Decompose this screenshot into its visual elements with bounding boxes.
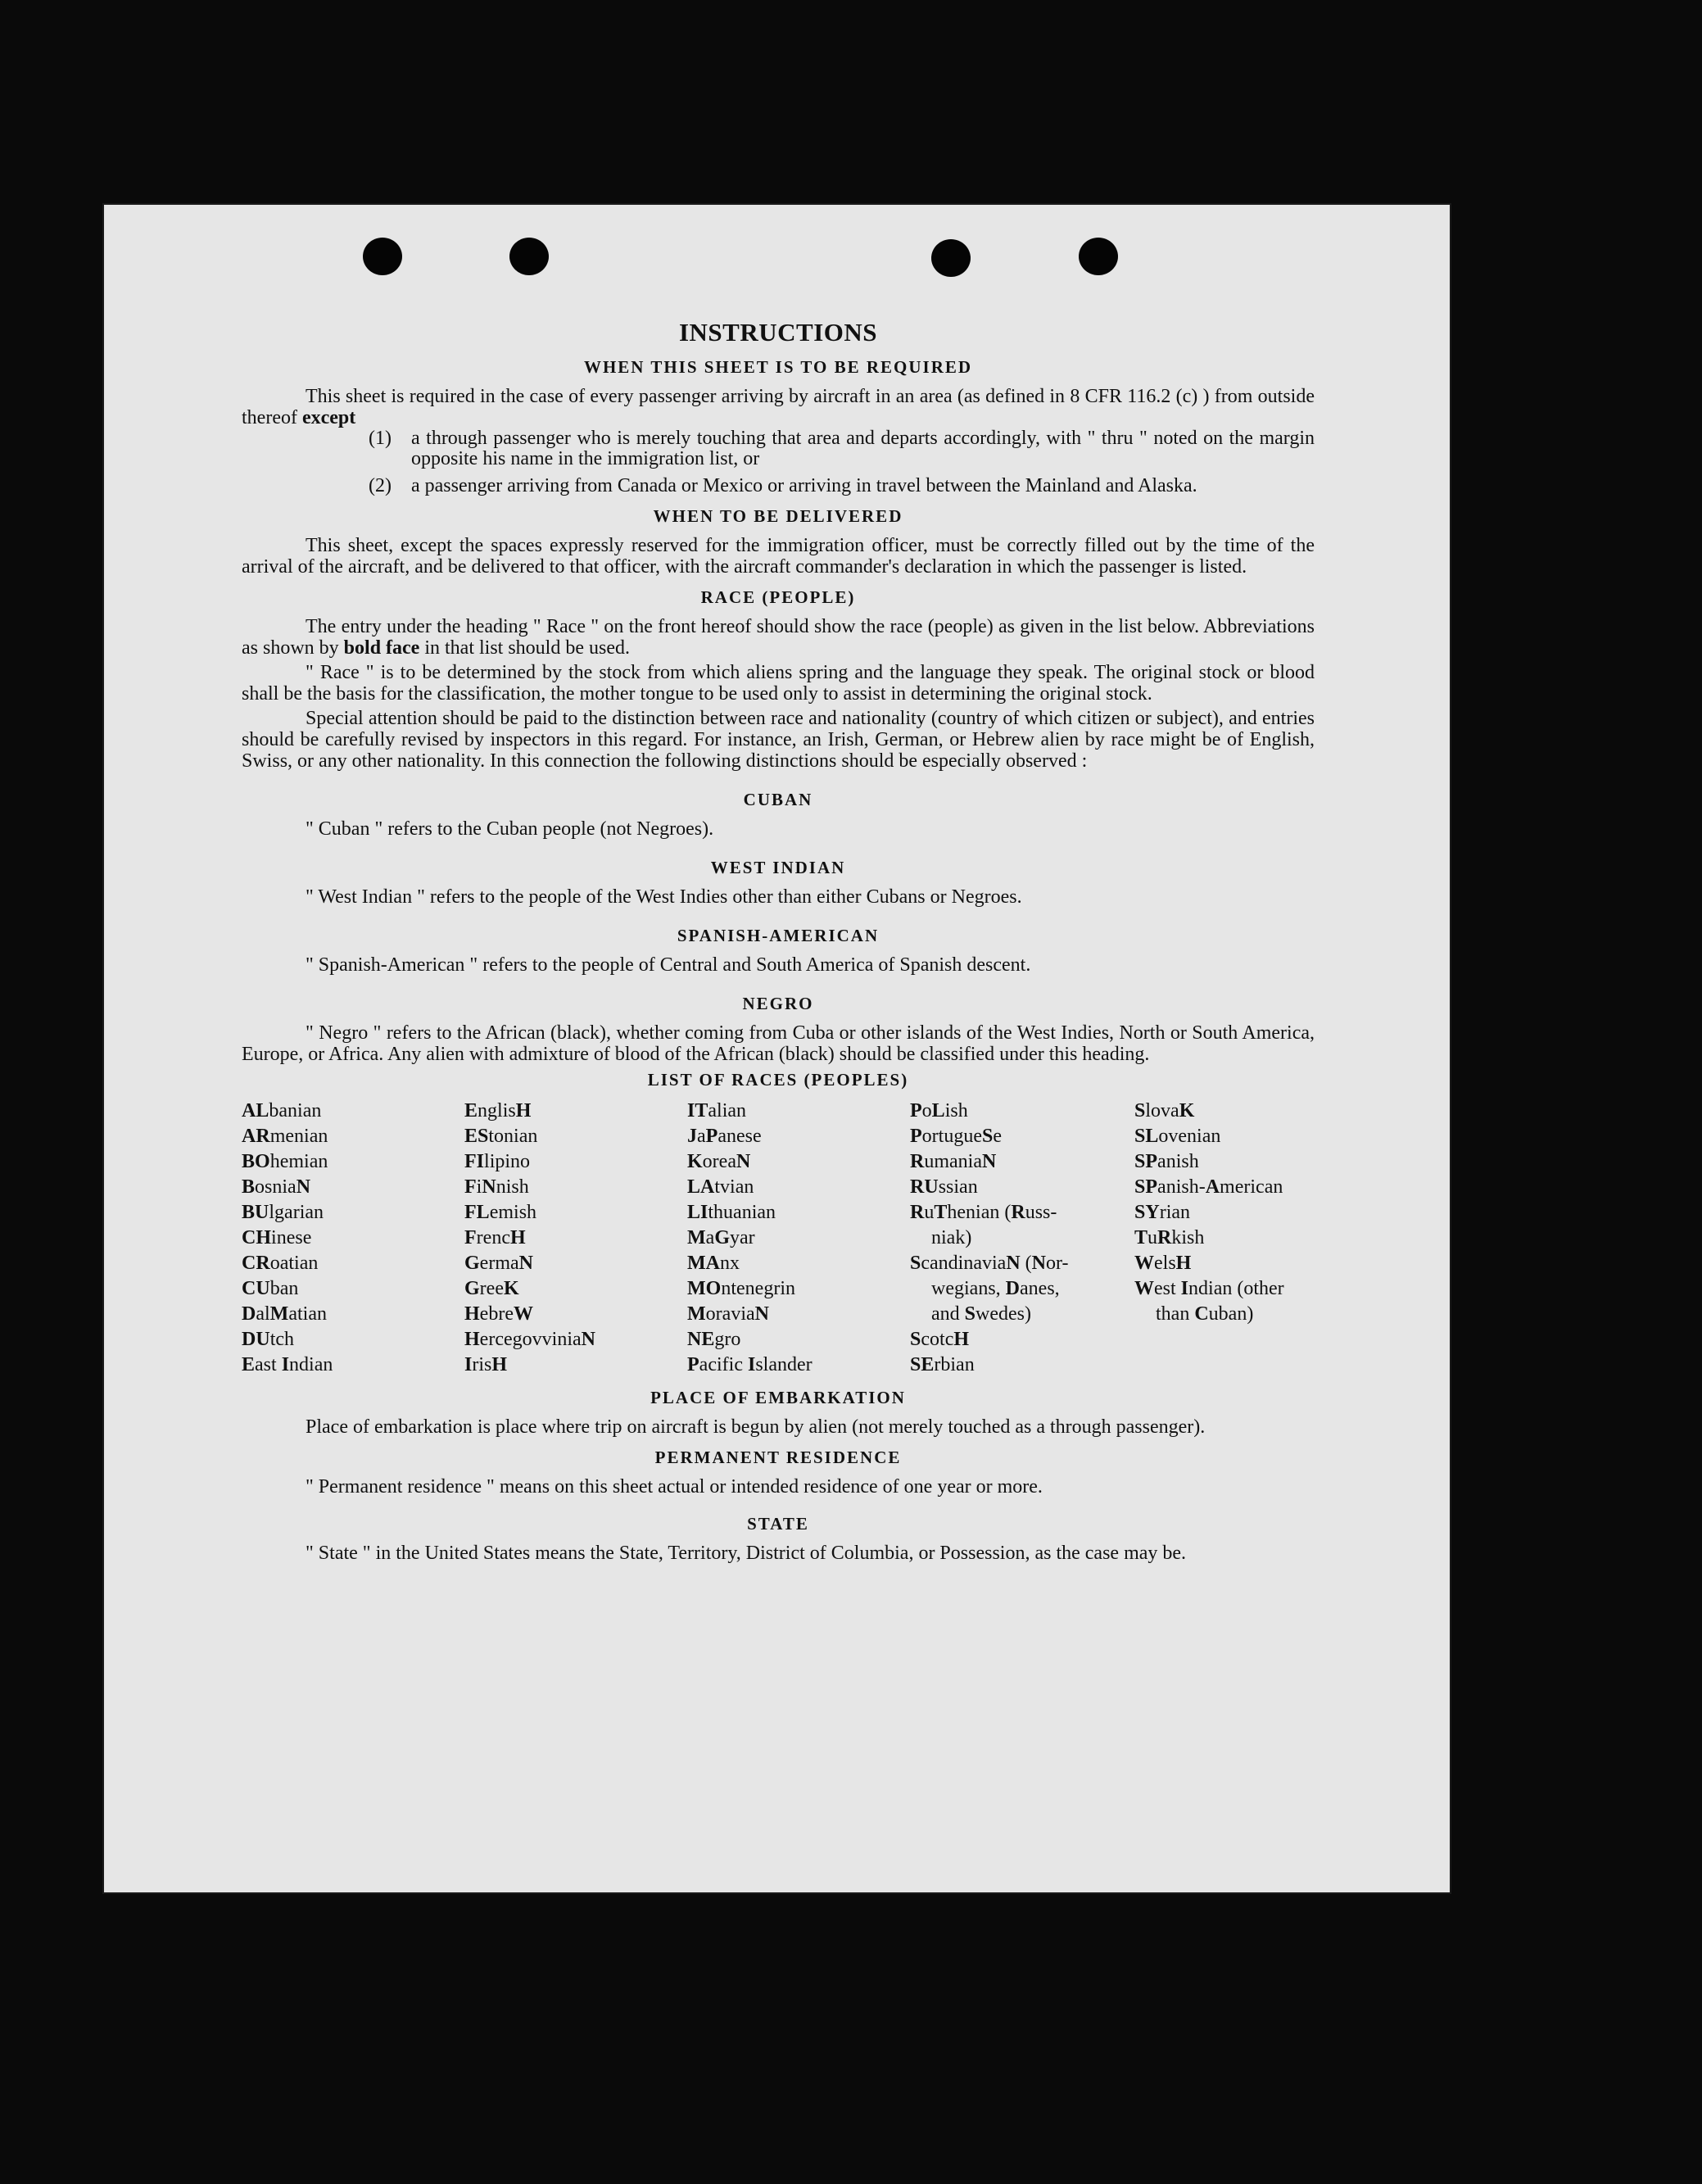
paragraph-text: This sheet is required in the case of every passenger arriving by aircraft in an area (as defined in 8 CFR 116.2 (c) ) from outside thereof <box>242 386 1315 428</box>
punch-hole <box>509 238 549 275</box>
race-entry: PortugueSe <box>910 1126 1003 1147</box>
paragraph: " Cuban " refers to the Cuban people (not Negroes). <box>306 818 714 840</box>
race-entry: MoraviaN <box>687 1303 769 1325</box>
page-title: INSTRUCTIONS <box>678 318 877 347</box>
race-column <box>910 1099 1134 1378</box>
race-entry: LAtvian <box>687 1176 754 1198</box>
document-page <box>102 203 1451 1894</box>
race-entry: EnglisH <box>464 1100 532 1121</box>
race-entry: Pacific Islander <box>687 1354 813 1375</box>
punch-hole <box>1079 238 1118 275</box>
section-heading: STATE <box>747 1514 809 1534</box>
race-entry: TuRkish <box>1134 1227 1205 1248</box>
race-entry: FIlipino <box>464 1151 531 1172</box>
section-heading: SPANISH-AMERICAN <box>677 926 880 945</box>
race-entry: FLemish <box>464 1202 537 1223</box>
list-item <box>242 428 1315 469</box>
race-column <box>1134 1099 1323 1378</box>
paragraph: " Negro " refers to the African (black), whether coming from Cuba or other islands of the West Indies, North or South America, Europe, or Africa. Any alien with admixture of blood of the African (black) should be classified under this heading. <box>242 1022 1315 1065</box>
race-entry: CUban <box>242 1278 299 1299</box>
punch-hole <box>363 238 402 275</box>
race-entry: MAnx <box>687 1253 740 1274</box>
race-entry: MOntenegrin <box>687 1278 795 1299</box>
list-text: a passenger arriving from Canada or Mexico or arriving in travel between the Mainland and Alaska. <box>411 475 1197 496</box>
section-heading: CUBAN <box>743 790 813 809</box>
section-heading: PERMANENT RESIDENCE <box>654 1448 902 1467</box>
emphasis-text: bold face <box>343 637 420 659</box>
paragraph: Special attention should be paid to the distinction between race and nationality (country of which citizen or subject), and entries should be carefully revised by inspectors in this regard. For instance, an Irish, German, or Hebrew alien by race might be of English, Swiss, or any other nationality. In this connection the following distinctions should be especially observed : <box>242 708 1315 772</box>
race-entry: CHinese <box>242 1227 312 1248</box>
section-heading: RACE (PEOPLE) <box>700 587 856 607</box>
race-entry: BosniaN <box>242 1176 311 1198</box>
punch-hole <box>931 239 971 277</box>
race-entry: SlovaK <box>1134 1100 1195 1121</box>
race-entry: SYrian <box>1134 1202 1191 1223</box>
list-text: a through passenger who is merely touching that area and departs accordingly, with " thru " noted on the margin opposite his name in the immigration list, or <box>411 428 1315 469</box>
race-entry: ScotcH <box>910 1329 970 1350</box>
section-heading: PLACE OF EMBARKATION <box>650 1388 906 1407</box>
paragraph: " Spanish-American " refers to the people of Central and South America of Spanish descent. <box>306 954 1031 976</box>
race-entry: NEgro <box>687 1329 741 1350</box>
section-heading: WHEN THIS SHEET IS TO BE REQUIRED <box>583 357 973 377</box>
paragraph: " State " in the United States means the State, Territory, District of Columbia, or Possession, as the case may be. <box>306 1543 1187 1564</box>
race-column <box>687 1099 910 1378</box>
race-entry: FiNnish <box>464 1176 529 1198</box>
race-entry: BUlgarian <box>242 1202 324 1223</box>
race-entry: GreeK <box>464 1278 519 1299</box>
race-entry: and Swedes) <box>931 1303 1032 1325</box>
race-entry: West Indian (other <box>1134 1278 1284 1299</box>
race-entry: HebreW <box>464 1303 533 1325</box>
race-entry: FrencH <box>464 1227 526 1248</box>
race-entry: JaPanese <box>687 1126 762 1147</box>
instructions-content <box>242 318 1315 1564</box>
race-entry: RuThenian (Russ- <box>910 1202 1057 1223</box>
race-entry: wegians, Danes, <box>931 1278 1060 1299</box>
race-entry: RumaniaN <box>910 1151 997 1172</box>
race-entry: EStonian <box>464 1126 538 1147</box>
paragraph <box>242 616 1315 659</box>
section-heading: WEST INDIAN <box>710 858 846 877</box>
paragraph: " West Indian " refers to the people of the West Indies other than either Cubans or Negroes. <box>306 886 1022 908</box>
section-heading: WHEN TO BE DELIVERED <box>653 506 903 526</box>
list-item <box>242 476 1315 496</box>
paragraph: " Permanent residence " means on this sheet actual or intended residence of one year or more. <box>306 1476 1043 1498</box>
race-entry: LIthuanian <box>687 1202 776 1223</box>
race-entry: ScandinaviaN (Nor- <box>910 1253 1069 1274</box>
race-entry: SPanish-American <box>1134 1176 1283 1198</box>
race-entry: GermaN <box>464 1253 533 1274</box>
race-entry: DalMatian <box>242 1303 327 1325</box>
list-number: (1) <box>369 428 392 449</box>
paragraph-text: in that list should be used. <box>419 637 630 659</box>
list-number: (2) <box>369 475 392 496</box>
race-entry: SLovenian <box>1134 1126 1221 1147</box>
race-entry: HercegovviniaN <box>464 1329 595 1350</box>
race-entry: East Indian <box>242 1354 333 1375</box>
race-entry: ALbanian <box>242 1100 322 1121</box>
section-heading: LIST OF RACES (PEOPLES) <box>647 1070 909 1090</box>
emphasis-text: except <box>301 407 356 428</box>
section-heading: NEGRO <box>742 994 814 1013</box>
race-entry: KoreaN <box>687 1151 751 1172</box>
paragraph: " Race " is to be determined by the stock from which aliens spring and the language they speak. The original stock or blood shall be the basis for the classification, the mother tongue to be used only to assist in determining the original stock. <box>242 662 1315 705</box>
race-entry: ARmenian <box>242 1126 328 1147</box>
race-entry: IrisH <box>464 1354 508 1375</box>
paragraph <box>242 386 1315 428</box>
race-entry: niak) <box>931 1227 972 1248</box>
race-entry: MaGyar <box>687 1227 755 1248</box>
race-column <box>242 1099 464 1378</box>
race-entry: DUtch <box>242 1329 295 1350</box>
race-entry: SErbian <box>910 1354 975 1375</box>
race-entry: ITalian <box>687 1100 747 1121</box>
race-entry: than Cuban) <box>1156 1303 1254 1325</box>
paragraph: This sheet, except the spaces expressly reserved for the immigration officer, must be correctly filled out by the time of the arrival of the aircraft, and be delivered to that officer, with the aircraft commander's declaration in which the passenger is listed. <box>242 535 1315 578</box>
race-entry: RUssian <box>910 1176 978 1198</box>
race-entry: CRoatian <box>242 1253 319 1274</box>
paragraph-text: The entry under the heading " Race " on the front hereof should show the race (people) as given in the list below. Abbreviations as shown by <box>242 616 1315 659</box>
race-list <box>242 1099 1315 1378</box>
race-entry: SPanish <box>1134 1151 1199 1172</box>
race-entry: WelsH <box>1134 1253 1192 1274</box>
paragraph: Place of embarkation is place where trip on aircraft is begun by alien (not merely touched as a through passenger). <box>306 1416 1206 1438</box>
race-column <box>464 1099 687 1378</box>
race-entry: PoLish <box>910 1100 968 1121</box>
race-entry: BOhemian <box>242 1151 328 1172</box>
